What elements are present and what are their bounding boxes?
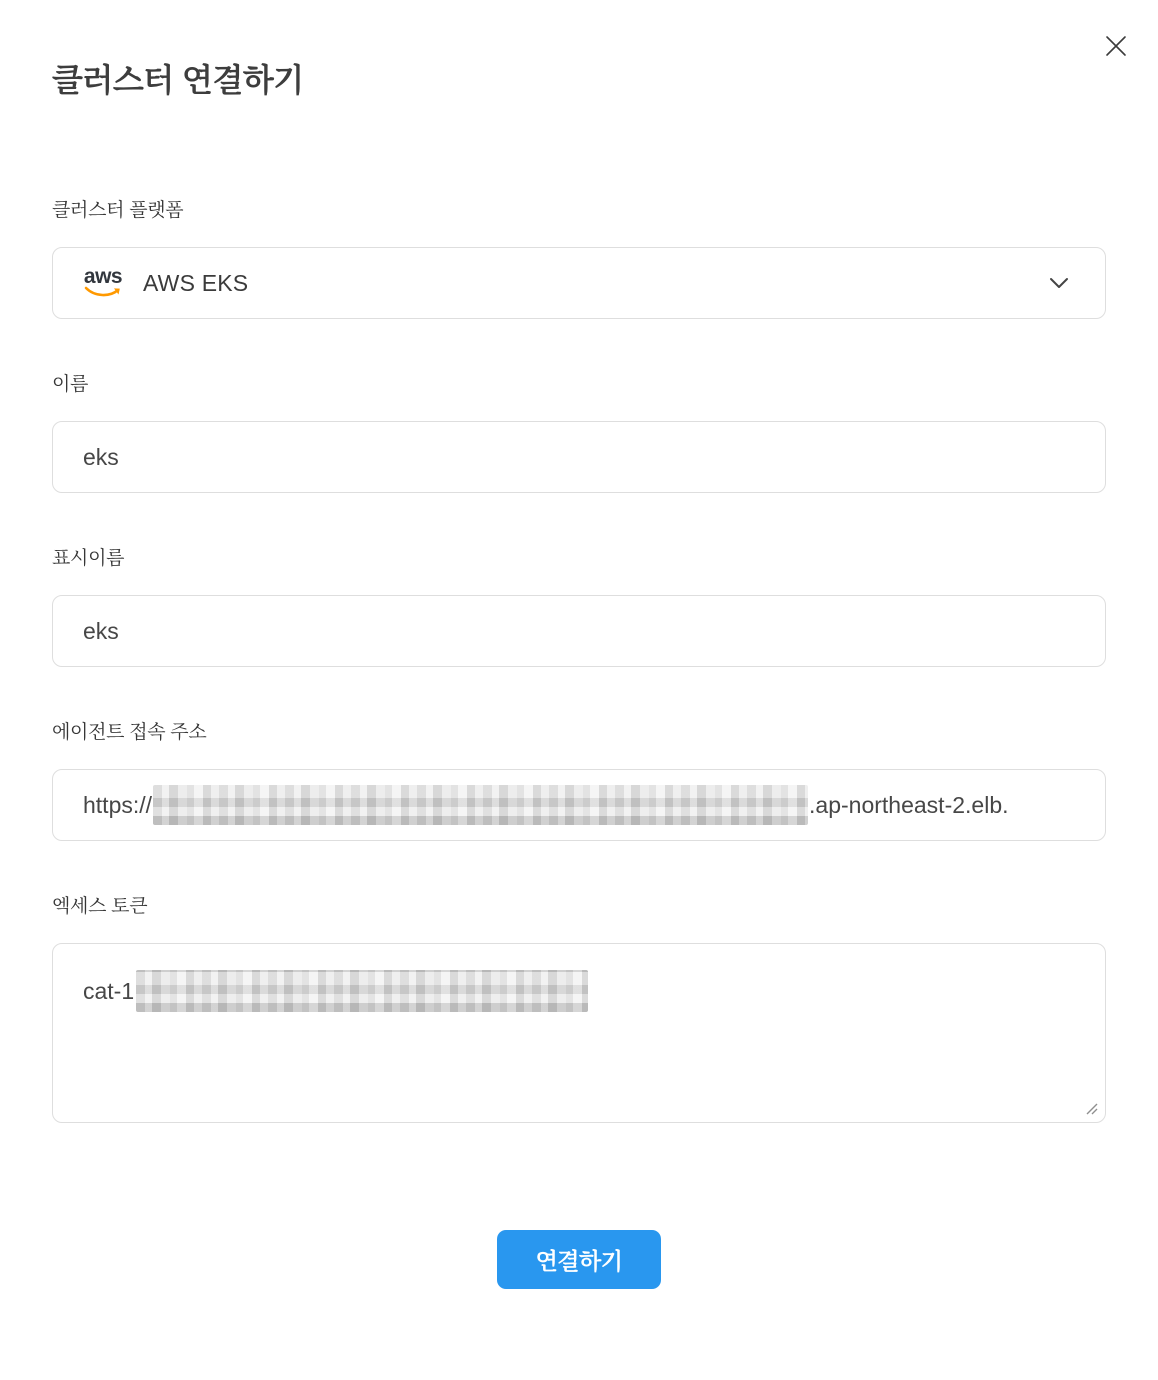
agent-address-label: 에이전트 접속 주소 [52, 722, 207, 743]
platform-select[interactable] [52, 247, 1106, 319]
name-input[interactable] [52, 421, 1106, 493]
agent-address-suffix: .ap-northeast-2.elb. [809, 791, 1009, 818]
redacted-token-blur [136, 970, 588, 1012]
display-name-field [52, 543, 1106, 667]
platform-selected-value: AWS EKS [143, 269, 249, 296]
access-token-label: 엑세스 토큰 [52, 896, 148, 917]
display-name-label: 표시이름 [52, 548, 125, 569]
resize-handle-icon[interactable] [1084, 1101, 1098, 1115]
access-token-prefix: cat-1 [83, 977, 135, 1004]
connect-button[interactable]: 연결하기 [497, 1230, 662, 1289]
access-token-value [83, 970, 1075, 1012]
name-label: 이름 [52, 374, 89, 395]
modal-footer [52, 1230, 1106, 1289]
display-name-input[interactable] [52, 595, 1106, 667]
aws-logo-text: aws [83, 265, 123, 288]
agent-address-input[interactable] [52, 769, 1106, 841]
aws-smile-icon [84, 286, 122, 298]
platform-label: 클러스터 플랫폼 [52, 200, 184, 221]
close-icon [1104, 34, 1128, 58]
aws-logo-icon [83, 265, 123, 298]
page-title: 클러스터 연결하기 [52, 62, 304, 98]
access-token-field [52, 891, 1106, 1123]
close-button[interactable] [1096, 26, 1136, 66]
agent-address-field [52, 717, 1106, 841]
chevron-down-icon [1049, 277, 1069, 289]
access-token-textarea[interactable] [52, 943, 1106, 1123]
redacted-url-blur [153, 785, 808, 825]
platform-field [52, 195, 1106, 319]
name-field [52, 369, 1106, 493]
agent-address-prefix: https:// [83, 791, 153, 818]
